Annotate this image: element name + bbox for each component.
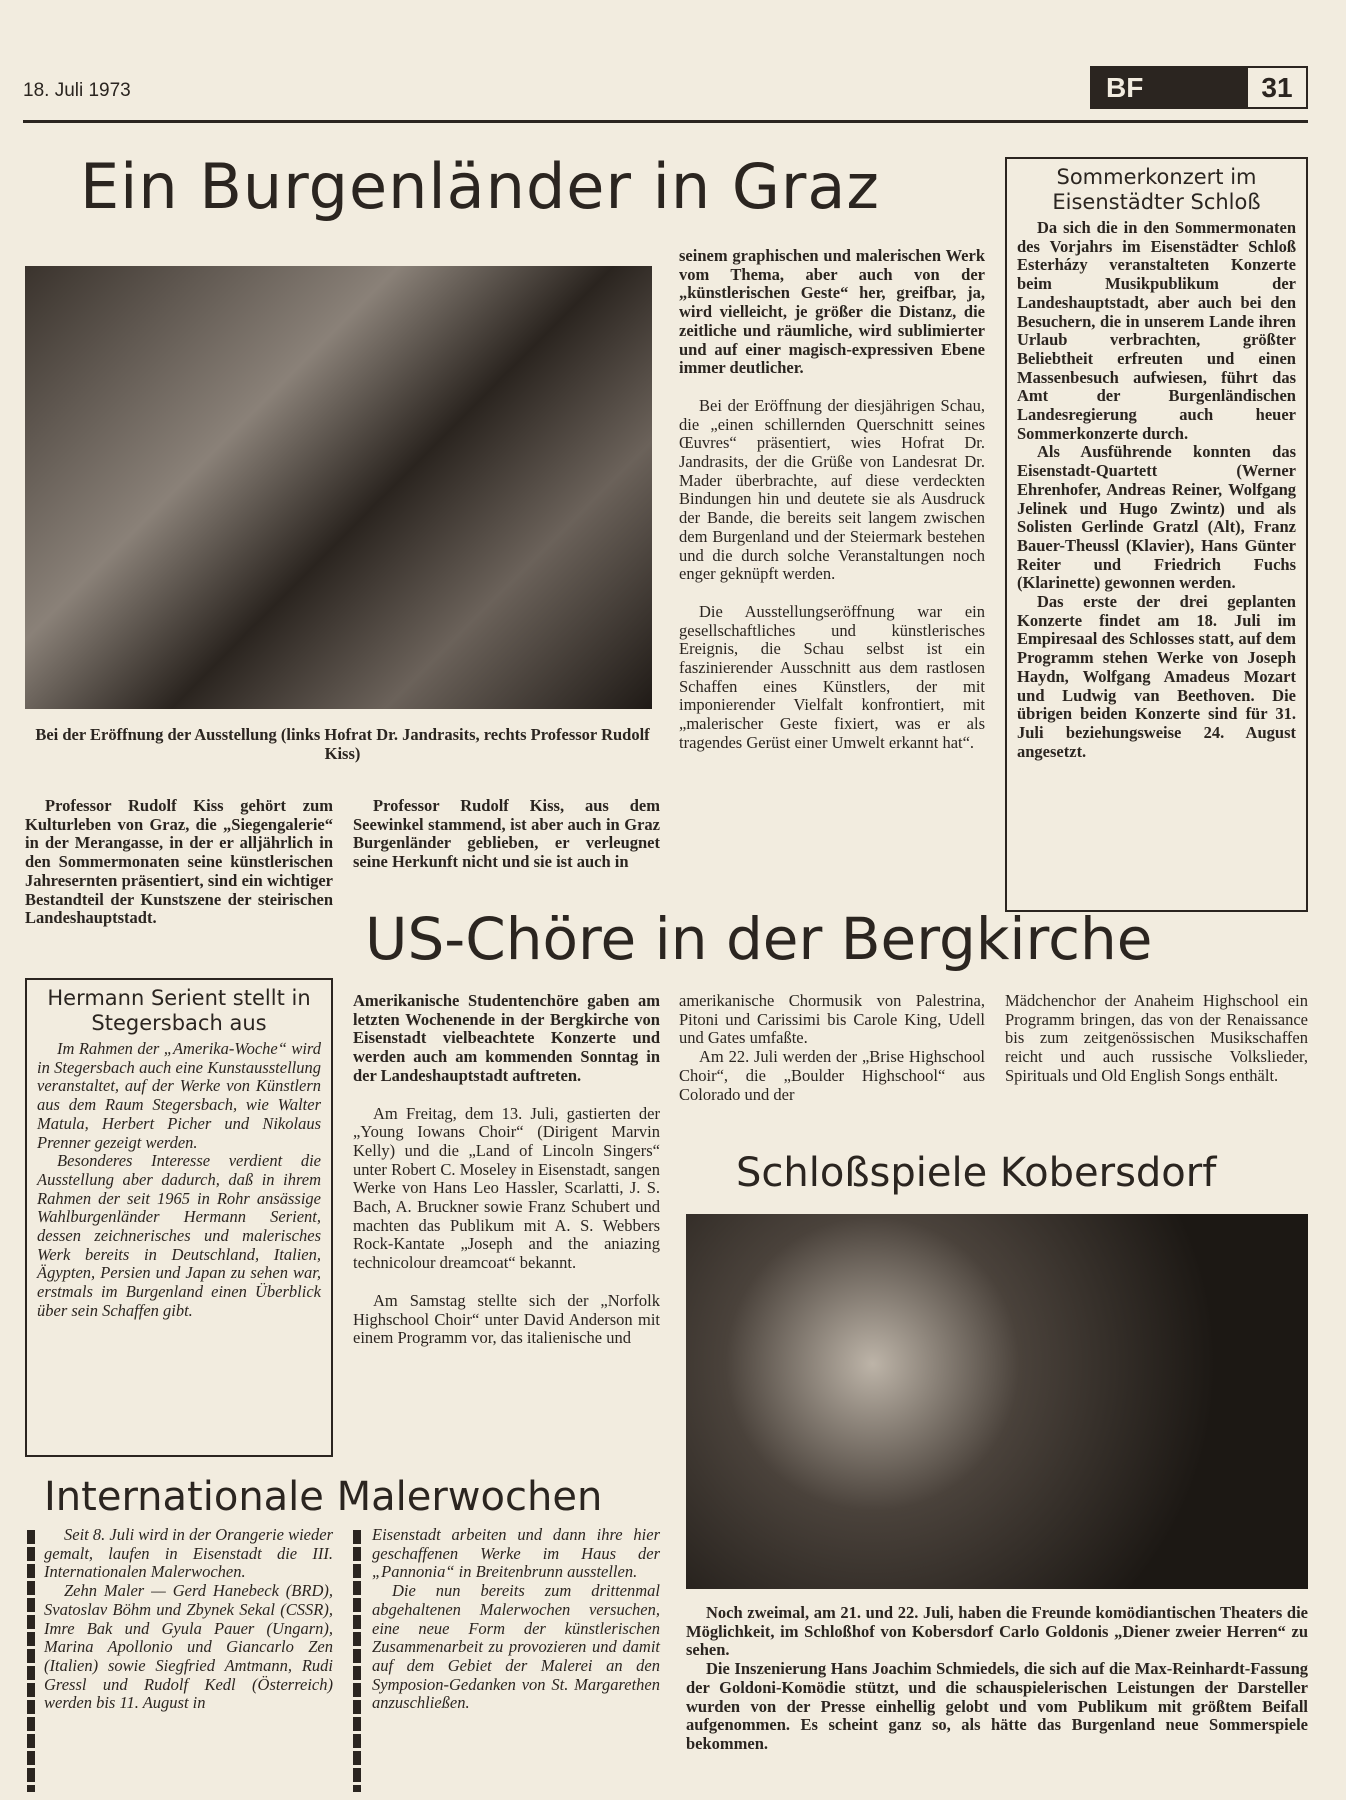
paragraph: Mädchenchor der Anaheim Highschool ein Programm bringen, das von der Renaissance bis zum zeitgenössischen Musikschaffen reicht und auch russische Volkslieder, Spirituals und Old English Songs enthält.	[1005, 991, 1308, 1085]
paragraph: seinem graphischen und malerischen Werk vom Thema, aber auch von der „künstlerischen Geste“ her, greifbar, ja, wird vielleicht, je größer die Distanz, die zeitliche und räumliche, wird sublimierter und auf einer magisch-expressiven Ebene immer deutlicher.	[679, 246, 985, 378]
section-badge	[1090, 66, 1308, 109]
paragraph: Besonderes Interesse verdient die Ausstellung aber dadurch, daß in ihrem Rahmen der seit 1965 in Rohr ansässige Wahlburgenländer Hermann Serient, dessen zeichnerisches und malerisches Werk bereits in Deutschland, Italien, Ägypten, Persien und Japan zu sehen war, erstmals im Burgenland einen Überblick über sein Schaffen gibt.	[37, 1151, 321, 1320]
paragraph: Die nun bereits zum drittenmal abgehaltenen Malerwochen versuchen, eine neue Form der künstlerischen Zusammenarbeit zu provozieren und damit auf dem Gebiet der Malerei an den Symposion-Gedanken von St. Margarethen anzuschließen.	[372, 1581, 660, 1713]
sommerkonzert-box	[1005, 157, 1308, 912]
graz-col1	[25, 797, 333, 928]
malerwochen-col2	[372, 1526, 660, 1713]
serient-box	[25, 978, 333, 1457]
paragraph: amerikanische Chormusik von Palestrina, Pitoni und Carissimi bis Carole King, Udell und Gates umfaßte.	[679, 991, 985, 1048]
headline-kobersdorf: Schloßspiele Kobersdorf	[736, 1150, 1217, 1196]
paragraph: Als Ausführende konnten das Eisenstadt-Quartett (Werner Ehrenhofer, Andreas Reiner, Wolfgang Jelinek und Hugo Zwintz) und als Solisten Gerlinde Gratzl (Alt), Franz Bauer-Theussl (Klavier), Hans Günter Reiter und Friedrich Fuchs (Klarinette) gewonnen werden.	[1017, 442, 1296, 593]
serient-title: Hermann Serient stellt in Stegersbach aus	[47, 986, 311, 1035]
column-bar-decoration	[353, 1530, 361, 1792]
headline-us-choere: US-Chöre in der Bergkirche	[365, 905, 1153, 973]
malerwochen-col1	[44, 1526, 333, 1713]
paragraph: Professor Rudolf Kiss gehört zum Kulturleben von Graz, die „Siegengalerie“ in der Merangasse, in der er alljährlich in den Sommermonaten seine künstlerischen Jahresernten präsentiert, sind ein wichtiger Bestandteil der Kunstszene der steirischen Landeshauptstadt.	[25, 796, 333, 928]
photo-caption: Bei der Eröffnung der Ausstellung (links Hofrat Dr. Jandrasits, rechts Professor Rudolf Kiss)	[35, 725, 650, 763]
section-label: BF	[1092, 68, 1245, 107]
headline-malerwochen: Internationale Malerwochen	[44, 1474, 603, 1520]
paragraph: Die Ausstellungseröffnung war ein gesellschaftliches und künstlerisches Ereignis, die Schau selbst ist ein faszinierender Ausschnitt aus dem rastlosen Schaffen eines Künstlers, der mit imponierender Vielfalt konfrontiert, mit „malerischer Geste fixiert, was er als tragendes Gerüst einer Umwelt erkannt hat“.	[679, 601, 985, 752]
paragraph: Am Samstag stellte sich der „Norfolk Highschool Choir“ unter David Anderson mit einem Programm vor, das italienische und	[353, 1290, 660, 1348]
paragraph: Da sich die in den Sommermonaten des Vorjahrs im Eisenstädter Schloß Esterházy veranstalteten Konzerte beim Musikpublikum der Landeshauptstadt, aber auch bei den Besuchern, die in unserem Lande ihren Urlaub verbrachten, größter Beliebtheit erfreuten und einen Massenbesuch aufwiesen, führt das Amt der Burgenländischen Landesregierung auch heuer Sommerkonzerte durch.	[1017, 218, 1296, 443]
paragraph: Zehn Maler — Gerd Hanebeck (BRD), Svatoslav Böhm und Zbynek Sekal (CSSR), Imre Bak und Gyula Pauer (Ungarn), Marina Apollonio und Giancarlo Zen (Italien) sowie Siegfried Amtmann, Rudi Gressl und Rudolf Kedl (Österreich) werden bis 11. August in	[44, 1581, 333, 1713]
graz-col2	[353, 797, 660, 872]
photo-theater-scene	[686, 1214, 1308, 1589]
header-rule	[23, 120, 1308, 123]
paragraph: Bei der Eröffnung der diesjährigen Schau, die „einen schillernden Querschnitt seines Œuvres“ präsentiert, wies Hofrat Dr. Jandrasits, der die Grüße von Landesrat Dr. Mader überbrachte, auf diese verdeckten Bindungen hin und deutete sie als Ausdruck der Bande, die bereits seit langem zwischen dem Burgenland und der Steiermark bestehen und die durch solche Veranstaltungen noch enger geknüpft werden.	[679, 395, 985, 584]
us-col2	[679, 992, 985, 1104]
us-col1	[353, 992, 660, 1348]
paragraph: Noch zweimal, am 21. und 22. Juli, haben die Freunde komödiantischen Theaters die Möglichkeit, im Schloßhof von Kobersdorf Carlo Goldonis „Diener zweier Herren“ zu sehen.	[686, 1603, 1308, 1660]
page-number: 31	[1245, 68, 1306, 107]
photo-exhibition-opening	[25, 266, 652, 709]
issue-date: 18. Juli 1973	[23, 80, 131, 101]
paragraph: Das erste der drei geplanten Konzerte findet am 18. Juli im Empiresaal des Schlosses statt, auf dem Programm stehen Werke von Joseph Haydn, Wolfgang Amadeus Mozart und Ludwig van Beethoven. Die übrigen beiden Konzerte sind für 31. Juli beziehungsweise 24. August angesetzt.	[1017, 592, 1296, 761]
paragraph: Amerikanische Studentenchöre gaben am letzten Wochenende in der Bergkirche von Eisenstadt vielbeachtete Konzerte und werden auch am kommenden Sonntag in der Landeshauptstadt auftreten.	[353, 991, 660, 1085]
paragraph: Seit 8. Juli wird in der Orangerie wieder gemalt, laufen in Eisenstadt die III. Internationalen Malerwochen.	[44, 1525, 333, 1582]
sommerkonzert-title: Sommerkonzert im Eisenstädter Schloß	[1052, 165, 1261, 214]
paragraph: Professor Rudolf Kiss, aus dem Seewinkel stammend, ist aber auch in Graz Burgenländer geblieben, er verleugnet seine Herkunft nicht und sie ist auch in	[353, 796, 660, 872]
us-col3	[1005, 992, 1308, 1086]
headline-graz: Ein Burgenländer in Graz	[80, 150, 880, 223]
paragraph: Eisenstadt arbeiten und dann ihre hier geschaffenen Werke im Haus der „Pannonia“ in Breitenbrunn ausstellen.	[372, 1525, 660, 1582]
column-bar-decoration	[27, 1530, 35, 1792]
paragraph: Am Freitag, dem 13. Juli, gastierten der „Young Iowans Choir“ (Dirigent Marvin Kelly) und die „Land of Lincoln Singers“ unter Robert C. Moseley in Eisenstadt, sangen Werke von Hans Leo Hassler, Scarlatti, J. S. Bach, A. Bruckner sowie Franz Schubert und machten das Publikum mit A. S. Webbers Rock-Kantate „Joseph and the aniazing technicolour dreamcoat“ bekannt.	[353, 1103, 660, 1273]
paragraph: Am 22. Juli werden der „Brise Highschool Choir“, die „Boulder Highschool“ aus Colorado und der	[679, 1047, 985, 1104]
kobersdorf-text	[686, 1604, 1308, 1754]
graz-col3	[679, 247, 985, 753]
paragraph: Die Inszenierung Hans Joachim Schmiedels, die sich auf die Max-Reinhardt-Fassung der Goldoni-Komödie stützt, und die schauspielerischen Leistungen der Darsteller wurden von der Presse einhellig gelobt und vom Publikum mit größtem Beifall aufgenommen. Es scheint ganz so, als hätte das Burgenland neue Sommerspiele bekommen.	[686, 1659, 1308, 1753]
paragraph: Im Rahmen der „Amerika-Woche“ wird in Stegersbach auch eine Kunstausstellung veranstaltet, auf der Werke von Künstlern aus dem Raum Stegersbach, wie Walter Matula, Herbert Picher und Nikolaus Prenner gezeigt werden.	[37, 1039, 321, 1152]
